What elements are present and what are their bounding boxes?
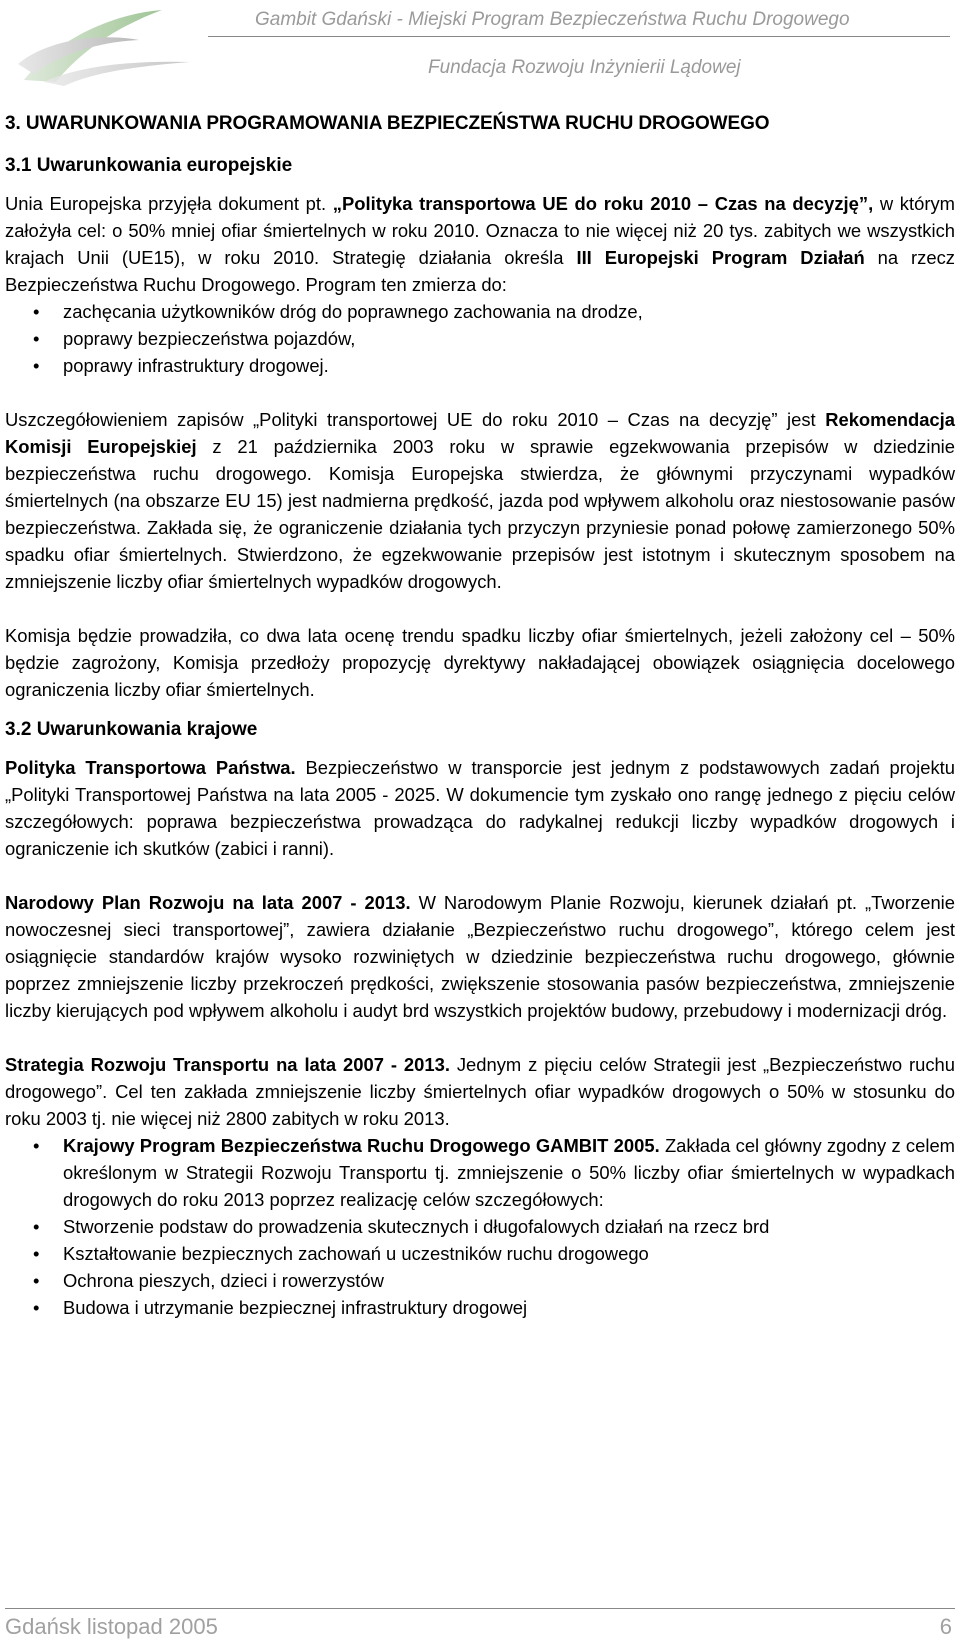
gambit-logo-icon [14, 2, 194, 86]
bold-text: Strategia Rozwoju Transportu na lata 2007 - 2013. [5, 1054, 450, 1075]
header-divider [208, 36, 950, 37]
text: z 21 października 2003 roku w sprawie egzekwowania przepisów w dziedzinie bezpieczeństwa ruchu drogowego. Komisja Europejska stwierdza, że głównymi przyczynami wypadków śmiertelnych (na obszarze EU 15) jest nadmierna prędkość, jazda pod wpływem alkoholu oraz niestosowanie pasów bezpieczeństwa. Zakłada się, że ograniczenie działania tych przyczyn przyniesie ponad połowę zamierzonego 50% spadku ofiar śmiertelnych. Stwierdzono, że egzekwowanie przepisów jest istotnym i skutecznym sposobem na zmniejszenie liczby ofiar śmiertelnych wypadków drogowych. [5, 436, 955, 592]
text: na rzecz Bezpieczeństwa Ruchu Drogowego. Program ten zmierza do: [5, 247, 955, 295]
list-item: • zachęcania użytkowników dróg do poprawnego zachowania na drodze, [5, 298, 955, 325]
paragraph [5, 406, 955, 595]
header-title: Gambit Gdański - Miejski Program Bezpieczeństwa Ruchu Drogowego [255, 9, 850, 30]
bold-text: Narodowy Plan Rozwoju na lata 2007 - 2013. [5, 892, 411, 913]
bold-text: III Europejski Program Działań [576, 247, 865, 268]
text: w którym założyła cel: o 50% mniej ofiar śmiertelnych w roku 2010. Oznacza to nie więcej niż 20 tys. zabitych we wszystkich krajach Unii (UE15), w roku 2010. Strategię działania określa [5, 193, 955, 268]
list-item: • poprawy infrastruktury drogowej. [5, 352, 955, 379]
page-header [0, 0, 960, 100]
text: Bezpieczeństwo w transporcie jest jednym z podstawowych zadań projektu „Polityki Transportowej Państwa na lata 2005 - 2025. W dokumencie tym zyskało ono rangę jednego z pięciu celów szczegółowych: poprawa bezpieczeństwa prowadząca do radykalnej redukcji liczby wypadków drogowych i ograniczenie ich skutków (zabici i ranni). [5, 757, 955, 859]
section-title-3-2: 3.2 Uwarunkowania krajowe [5, 719, 258, 740]
list-item: • Stworzenie podstaw do prowadzenia skutecznych i długofalowych działań na rzecz brd [5, 1213, 955, 1240]
text: Jednym z pięciu celów Strategii jest „Bezpieczeństwo ruchu drogowego”. Cel ten zakłada zmniejszenie liczby śmiertelnych ofiar wypadków drogowych o 50% w stosunku do roku 2003 tj. nie więcej niż 2800 zabitych w roku 2013. [5, 1054, 955, 1129]
bullet-list [5, 1132, 955, 1321]
header-organization: Fundacja Rozwoju Inżynierii Lądowej [428, 57, 741, 78]
paragraph [5, 190, 955, 298]
bullet-list [5, 298, 955, 379]
paragraph [5, 754, 955, 862]
document-body [5, 111, 955, 1321]
footer-date: Gdańsk listopad 2005 [5, 1614, 218, 1639]
paragraph [5, 889, 955, 1024]
text: Unia Europejska przyjęła dokument pt. [5, 193, 333, 214]
footer-divider [5, 1608, 955, 1609]
page-footer [0, 1596, 960, 1646]
text: Zakłada cel główny zgodny z celem określonym w Strategii Rozwoju Transportu tj. zmniejszenie o 50% liczby ofiar śmiertelnych w wypadkach drogowych do roku 2013 poprzez realizację celów szczegółowych: [63, 1135, 955, 1210]
list-item: • poprawy bezpieczeństwa pojazdów, [5, 325, 955, 352]
paragraph [5, 1051, 955, 1132]
text: W Narodowym Planie Rozwoju, kierunek działań pt. „Tworzenie nowoczesnej sieci transportowej”, zawiera działanie „Bezpieczeństwo ruchu drogowego”, którego celem jest osiągnięcie standardów krajów wysoko rozwiniętych w dziedzinie bezpieczeństwa ruchu drogowego, głównie poprzez zmniejszenie liczby przekroczeń prędkości, zwiększenie stosowania pasów bezpieczeństwa, zmniejszenie liczby kierujących pod wpływem alkoholu i audyt brd wszystkich projektów budowy, przebudowy i modernizacji dróg. [5, 892, 955, 1021]
list-item: • Budowa i utrzymanie bezpiecznej infrastruktury drogowej [5, 1294, 955, 1321]
bold-text: Rekomendacja Komisji Europejskiej [5, 409, 955, 457]
section-title-3-1: 3.1 Uwarunkowania europejskie [5, 155, 293, 176]
bold-text: Polityka Transportowa Państwa. [5, 757, 296, 778]
list-item: • Ochrona pieszych, dzieci i rowerzystów [5, 1267, 955, 1294]
page-number: 6 [939, 1614, 952, 1639]
chapter-title: 3. UWARUNKOWANIA PROGRAMOWANIA BEZPIECZEŃSTWA RUCHU DROGOWEGO [5, 113, 770, 134]
paragraph: Komisja będzie prowadziła, co dwa lata ocenę trendu spadku liczby ofiar śmiertelnych, jeżeli założony cel – 50% będzie zagrożony, Komisja przedłoży propozycję dyrektywy nakładającej obowiązek osiągnięcia docelowego ograniczenia liczby ofiar śmiertelnych. [5, 625, 955, 700]
list-item [5, 1132, 955, 1213]
bold-text: Krajowy Program Bezpieczeństwa Ruchu Drogowego GAMBIT 2005. [63, 1135, 660, 1156]
list-item: • Kształtowanie bezpiecznych zachowań u uczestników ruchu drogowego [5, 1240, 955, 1267]
bold-text: „Polityka transportowa UE do roku 2010 – Czas na decyzję”, [332, 193, 874, 214]
text: Uszczegółowieniem zapisów „Polityki transportowej UE do roku 2010 – Czas na decyzję” jest [5, 409, 826, 430]
